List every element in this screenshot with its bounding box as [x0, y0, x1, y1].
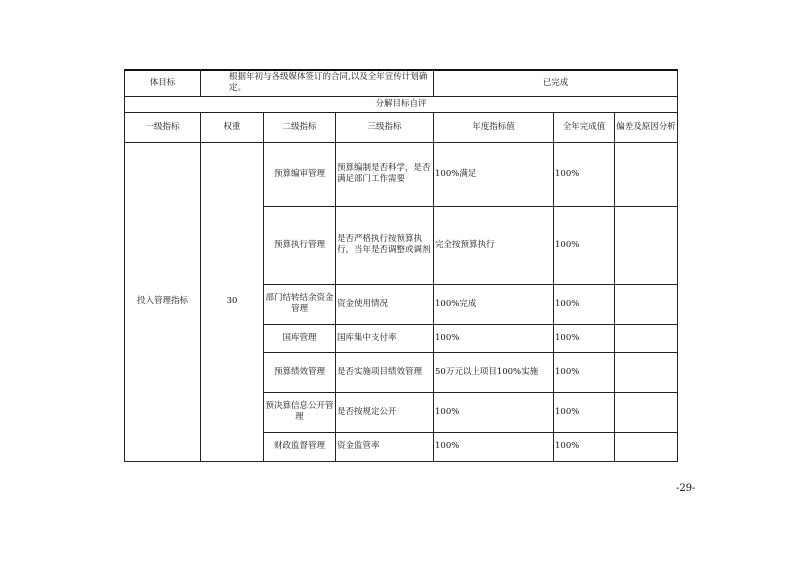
overall-target-row — [125, 70, 678, 96]
level2-indicator: 预算执行管理 — [264, 206, 336, 284]
level3-indicator: 资金监管率 — [336, 432, 434, 461]
target-value: 完全按预算执行 — [434, 206, 554, 284]
target-value: 100% — [434, 432, 554, 461]
table-row — [125, 142, 678, 206]
header-level2: 二级指标 — [264, 112, 336, 142]
section-title-row — [125, 96, 678, 112]
target-value: 100%满足 — [434, 142, 554, 206]
actual-value: 100% — [554, 392, 615, 432]
header-weight: 权重 — [201, 112, 264, 142]
deviation-value — [615, 324, 678, 352]
target-value: 100% — [434, 324, 554, 352]
header-level1: 一级指标 — [125, 112, 201, 142]
deviation-value — [615, 284, 678, 324]
overall-target-label: 体目标 — [125, 70, 201, 96]
level3-indicator: 资金使用情况 — [336, 284, 434, 324]
page-number: -29- — [676, 483, 696, 494]
level3-indicator: 是否实施项目绩效管理 — [336, 352, 434, 392]
header-level3: 三级指标 — [336, 112, 434, 142]
actual-value: 100% — [554, 432, 615, 461]
section-title: 分解目标自评 — [125, 96, 678, 112]
header-target: 年度指标值 — [434, 112, 554, 142]
actual-value: 100% — [554, 206, 615, 284]
weight-value: 30 — [201, 142, 264, 461]
actual-value: 100% — [554, 352, 615, 392]
level1-indicator: 投入管理指标 — [125, 142, 201, 461]
level3-indicator: 国库集中支付率 — [336, 324, 434, 352]
deviation-value — [615, 392, 678, 432]
header-deviation: 偏差及原因分析 — [615, 112, 678, 142]
level2-indicator: 国库管理 — [264, 324, 336, 352]
level3-indicator: 预算编制是否科学，是否满足部门工作需要 — [336, 142, 434, 206]
overall-target-content — [201, 70, 434, 96]
overall-target-text: 根据年初与各级媒体签订的合同,以及全年宣传计划确定。 — [229, 72, 428, 94]
target-value: 100%完成 — [434, 284, 554, 324]
level3-indicator: 是否按规定公开 — [336, 392, 434, 432]
target-value: 100% — [434, 392, 554, 432]
level2-indicator: 预决算信息公开管理 — [264, 392, 336, 432]
deviation-value — [615, 352, 678, 392]
actual-value: 100% — [554, 324, 615, 352]
header-actual: 全年完成值 — [554, 112, 615, 142]
level2-indicator: 财政监督管理 — [264, 432, 336, 461]
deviation-value — [615, 206, 678, 284]
deviation-value — [615, 142, 678, 206]
target-value: 50万元以上项目100%实施 — [434, 352, 554, 392]
header-row — [125, 112, 678, 142]
deviation-value — [615, 432, 678, 461]
overall-target-result: 已完成 — [434, 70, 678, 96]
level3-indicator: 是否严格执行按预算执行，当年是否调整或调剂 — [336, 206, 434, 284]
level2-indicator: 预算编审管理 — [264, 142, 336, 206]
level2-indicator: 预算绩效管理 — [264, 352, 336, 392]
actual-value: 100% — [554, 142, 615, 206]
level2-indicator: 部门结转结余资金管理 — [264, 284, 336, 324]
evaluation-table — [124, 69, 678, 462]
actual-value: 100% — [554, 284, 615, 324]
